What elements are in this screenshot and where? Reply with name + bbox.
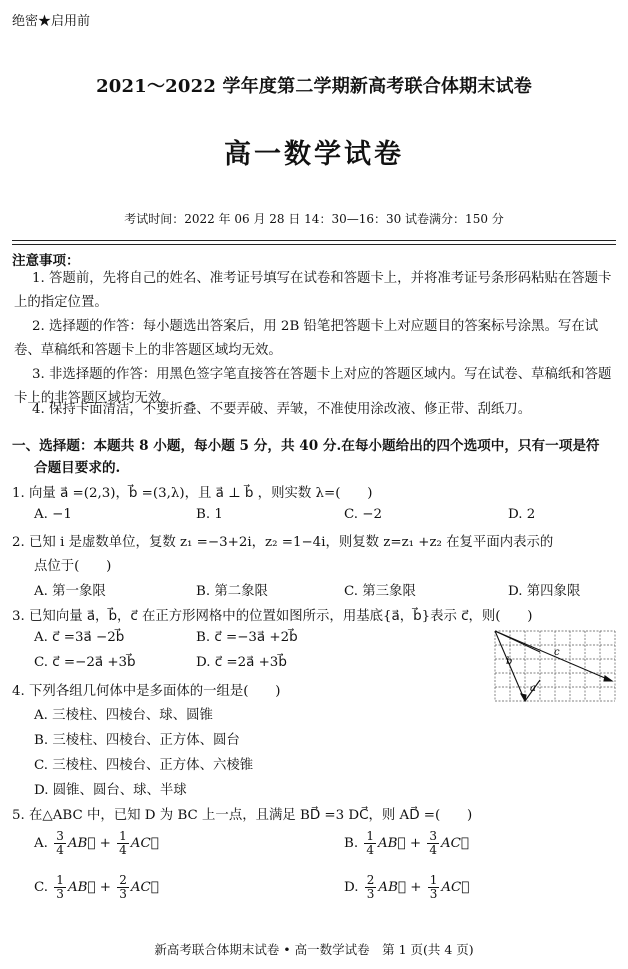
instruction-text: 2. 选择题的作答：每小题选出答案后，用 2B 铅笔把答题卡上对应题目的答案标号涂黑。写在试卷、草稿纸和答题卡上的非答题区域均无效。 [14,319,599,358]
fraction [54,830,66,857]
denominator: 4 [366,843,375,857]
q5-option-b [344,830,469,857]
denominator: 4 [56,843,64,857]
q2-option-a: A. 第一象限 [34,584,106,599]
vector-term: AC⃗ [440,836,469,851]
exam-info: 考试时间：2022 年 06 月 28 日 14：30—16：30 试卷满分：150 分 [124,212,504,226]
question-5-stem: 5. 在△ABC 中，已知 D 为 BC 上一点，且满足 BD⃗ =3 DC⃗，则 AD⃗ =( ) [12,808,473,823]
q3-option-c: C. c⃗ =−2a⃗ +3b⃗ [34,655,136,670]
q5-option-c [34,874,159,901]
operator: + [410,880,422,895]
fraction [427,830,439,857]
confidential-label: 绝密★启用前 [12,14,91,29]
figure-label-c: c [554,647,560,658]
vector-term: AB⃗ [67,880,96,895]
numerator: 2 [119,873,127,887]
vector-c-arrowhead [604,676,612,681]
fraction [117,830,129,857]
q1-option-b: B. 1 [196,507,223,522]
fraction [54,874,66,901]
q1-option-a: A. −1 [34,507,72,522]
fraction [365,874,377,901]
figure-label-a: a [530,683,536,694]
q5-option-a [34,830,159,857]
denominator: 3 [119,887,127,901]
vector-term: AC⃗ [441,880,470,895]
fraction [428,874,440,901]
q4-option-c: C. 三棱柱、四棱台、正方体、六棱锥 [34,758,254,773]
question-4-stem: 4. 下列各组几何体中是多面体的一组是( ) [12,684,281,699]
vector-a-line [495,631,540,652]
exam-title: 2021～2022 学年度第二学期新高考联合体期末试卷 [96,76,532,97]
denominator: 4 [429,843,437,857]
option-letter: C. [34,880,49,895]
vector-term: AB⃗ [378,836,406,851]
q4-option-b: B. 三棱柱、四棱台、正方体、圆台 [34,733,240,748]
denominator: 3 [429,887,438,901]
denominator: 3 [56,887,64,901]
instruction-item-1 [14,267,614,315]
operator: + [409,836,422,851]
vector-grid-figure [494,630,616,702]
fraction [364,830,376,857]
part-one-heading [12,435,616,479]
page-footer: 新高考联合体期末试卷 • 高一数学试卷 第 1 页(共 4 页) [154,942,474,957]
q2-option-b: B. 第二象限 [196,584,268,599]
instruction-text: 4. 保持卡面清洁，不要折叠、不要弄破、弄皱，不准使用涂改液、修正带、刮纸刀。 [32,402,532,417]
instruction-item-4 [14,398,614,422]
numerator: 3 [429,829,437,843]
q4-option-d: D. 圆锥、圆台、球、半球 [34,783,187,798]
instructions-heading: 注意事项： [12,253,80,269]
vector-term: AB⃗ [67,836,96,851]
operator: + [99,880,111,895]
operator: + [99,836,111,851]
subject-title: 高一数学试卷 [224,139,404,170]
fraction [117,874,129,901]
option-letter: D. [344,880,359,895]
q2-option-c: C. 第三象限 [344,584,416,599]
numerator: 1 [119,829,127,843]
denominator: 4 [119,843,127,857]
q2-option-d: D. 第四象限 [508,584,581,599]
numerator: 1 [56,873,64,887]
instruction-item-2 [14,315,614,363]
question-3-stem: 3. 已知向量 a⃗，b⃗，c⃗ 在正方形网格中的位置如图所示，用基底{a⃗，b⃗}表示 c⃗，则( ) [12,609,533,624]
numerator: 2 [366,873,375,887]
part-one-line-1: 一、选择题：本题共 8 小题，每小题 5 分，共 40 分.在每小题给出的四个选项中，只有一项是符 [12,438,600,454]
q5-option-d [344,874,469,901]
question-2-stem-cont: 点位于( ) [34,559,112,574]
numerator: 1 [366,829,375,843]
question-1-stem: 1. 向量 a⃗ =(2,3)，b⃗ =(3,λ)，且 a⃗ ⊥ b⃗ ，则实数 λ=( ) [12,486,373,501]
q3-option-b: B. c⃗ =−3a⃗ +2b⃗ [196,630,298,645]
divider-bottom [12,244,616,245]
question-2-stem: 2. 已知 i 是虚数单位，复数 z₁ =−3+2i，z₂ =1−4i，则复数 z=z₁ +z₂ 在复平面内表示的 [12,535,554,550]
q1-option-c: C. −2 [344,507,383,522]
option-letter: A. [34,836,48,851]
option-letter: B. [344,836,359,851]
instruction-text: 1. 答题前，先将自己的姓名、准考证号填写在试卷和答题卡上，并将准考证号条形码粘贴在答题卡上的指定位置。 [14,271,612,310]
vector-term: AC⃗ [130,836,159,851]
q1-option-d: D. 2 [508,507,536,522]
vector-term: AC⃗ [130,880,159,895]
numerator: 3 [56,829,64,843]
figure-label-b: b [506,656,513,667]
divider-top [12,240,616,241]
q3-option-d: D. c⃗ =2a⃗ +3b⃗ [196,655,287,670]
q4-option-a: A. 三棱柱、四棱台、球、圆锥 [34,708,213,723]
denominator: 3 [366,887,375,901]
part-one-line-2: 合题目要求的. [34,460,121,476]
vector-term: AB⃗ [378,880,406,895]
q3-option-a: A. c⃗ =3a⃗ −2b⃗ [34,630,125,645]
instruction-text: 3. 非选择题的作答：用黑色签字笔直接答在答题卡上对应的答题区域内。写在试卷、草稿纸和答题卡上的非答题区域均无效。 [14,367,612,406]
numerator: 1 [429,873,438,887]
